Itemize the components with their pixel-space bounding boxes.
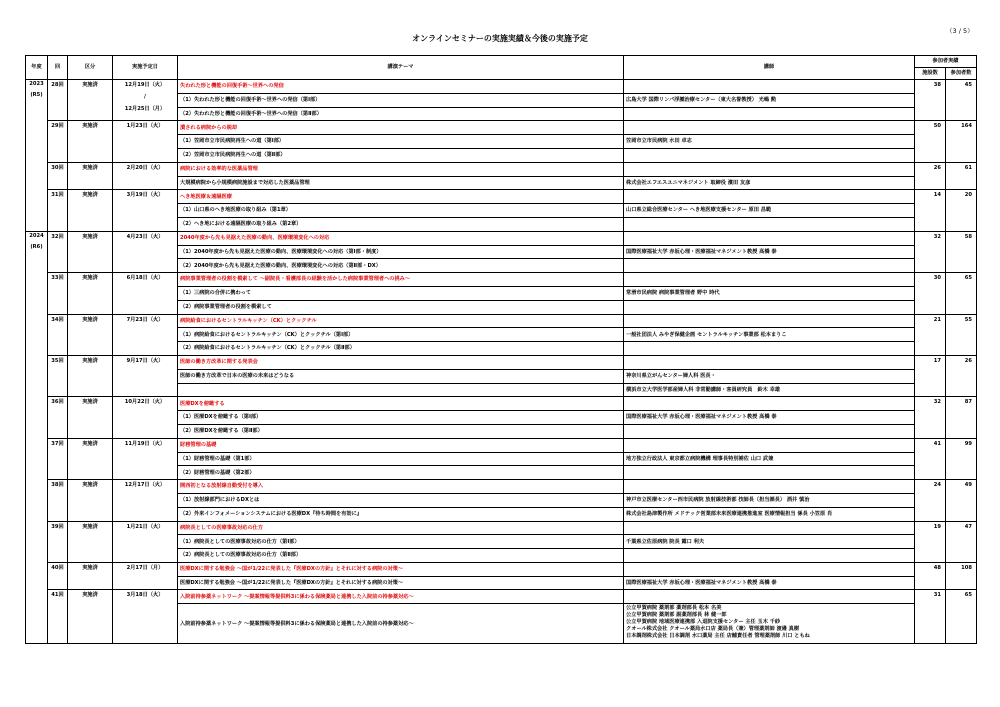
date-cell <box>113 521 178 562</box>
session-number: 34回 <box>48 314 68 355</box>
table-row <box>26 397 977 411</box>
participant-count: 20 <box>946 190 977 231</box>
date-value: 12月17日（火） <box>124 482 166 489</box>
session-number: 40回 <box>48 562 68 590</box>
table-row <box>26 273 977 287</box>
participant-count: 108 <box>946 562 977 590</box>
status-cell: 実施済 <box>68 590 113 644</box>
status-cell: 実施済 <box>68 162 113 190</box>
table-row <box>26 162 977 176</box>
lecturer-cell <box>624 355 915 369</box>
header-kubun: 区分 <box>68 56 113 80</box>
main-theme: 医師の働き方改革に関する発表会 <box>178 355 624 369</box>
participant-count: 58 <box>946 231 977 272</box>
participant-count: 61 <box>946 162 977 190</box>
sub-theme: （1）放射線部門におけるDXとは <box>178 493 624 507</box>
date-value: 7月23日（火） <box>126 316 164 323</box>
table-row <box>26 231 977 245</box>
lecturer-cell: 国際医療福祉大学 赤坂心理・医療福祉マネジメント教授 高橋 泰 <box>624 576 915 590</box>
facility-count: 50 <box>915 121 946 162</box>
facility-count: 14 <box>915 190 946 231</box>
main-theme: 病院長としての医療事故対応の仕方 <box>178 521 624 535</box>
table-row <box>26 521 977 535</box>
era-value: (R6) <box>30 243 43 250</box>
status-cell: 実施済 <box>68 355 113 396</box>
date-cell <box>113 190 178 231</box>
session-number: 39回 <box>48 521 68 562</box>
lecturer-cell <box>624 342 915 356</box>
header-date: 実施予定日 <box>113 56 178 80</box>
table-row <box>26 80 977 94</box>
lecturer-cell <box>624 80 915 94</box>
lecturer-cell <box>624 480 915 494</box>
facility-count: 32 <box>915 231 946 272</box>
sub-theme: （1）病院長としての医療事故対応の仕方（第Ⅰ部） <box>178 535 624 549</box>
main-theme: 開西初となる放射線自動受付を導入 <box>178 480 624 494</box>
facility-count: 48 <box>915 562 946 590</box>
participant-count: 65 <box>946 273 977 314</box>
table-row <box>26 314 977 328</box>
header-theme: 講演テーマ <box>178 56 624 80</box>
session-number: 37回 <box>48 438 68 479</box>
date-cell <box>113 590 178 644</box>
lecturer-cell <box>624 121 915 135</box>
session-number: 38回 <box>48 480 68 521</box>
facility-count: 21 <box>915 314 946 355</box>
status-cell: 実施済 <box>68 480 113 521</box>
page-title: オンラインセミナーの実施実績＆今後の実施予定 <box>412 34 588 43</box>
date-value: 3月19日（火） <box>126 192 164 199</box>
lecturer-cell <box>624 438 915 452</box>
facility-count: 19 <box>915 521 946 562</box>
sub-theme: （1）2040年度から先も見据えた医療の動向、医療環境変化への対応（第Ⅰ部・制度） <box>178 245 624 259</box>
date-cell <box>113 121 178 162</box>
participant-count: 26 <box>946 355 977 396</box>
sub-theme: （1）山口県のへき地医療の取り組み（第1章） <box>178 204 624 218</box>
main-theme: 潰される病院からの脱却 <box>178 121 624 135</box>
date-cell <box>113 80 178 121</box>
lecturer-cell <box>624 466 915 480</box>
participant-count: 87 <box>946 397 977 438</box>
lecturer-cell <box>624 162 915 176</box>
sub-theme: （1）病院給食におけるセントラルキッチン（CK）とクックチル（第Ⅰ部） <box>178 328 624 342</box>
page-number: （3 / 5） <box>946 27 974 35</box>
session-number: 36回 <box>48 397 68 438</box>
date-cell <box>113 314 178 355</box>
date-cell <box>113 273 178 314</box>
lecturer-cell: 神奈川県立がんセンター婦人科 医長・ <box>624 369 915 383</box>
main-theme: 失われた形と機能の回復手術～世界への発信 <box>178 80 624 94</box>
sub-theme: （1）医療DXを俯瞰する（第Ⅰ部） <box>178 411 624 425</box>
lecturer-cell: 国際医療福祉大学 赤坂心理・医療福祉マネジメント教授 高橋 泰 <box>624 411 915 425</box>
date-value: 6月18日（火） <box>126 275 164 282</box>
status-cell: 実施済 <box>68 397 113 438</box>
date-value: 9月17日（火） <box>126 357 164 364</box>
main-theme: 2040年度から先も見据えた医療の動向、医療環境変化への対応 <box>178 231 624 245</box>
date-value: 12月19日（火） <box>124 82 166 88</box>
session-number: 35回 <box>48 355 68 396</box>
lecturer-cell <box>624 521 915 535</box>
status-cell: 実施済 <box>68 121 113 162</box>
date-value: 4月23日（火） <box>126 233 164 240</box>
status-cell: 実施済 <box>68 231 113 272</box>
main-theme: 医療DXに関する勉強会 ～国が1/22に発表した『医療DXの方針』とそれに対する病院の対策～ <box>178 562 624 576</box>
session-number: 29回 <box>48 121 68 162</box>
header-facilities: 施設数 <box>915 68 946 80</box>
facility-count: 32 <box>915 397 946 438</box>
year-cell <box>26 231 48 644</box>
sub-theme: （2）医療DXを俯瞰する（第Ⅱ部） <box>178 424 624 438</box>
lecturer-line: クオール株式会社 クオール薬局水口店 薬局長（兼）管理薬剤師 渡邉 真樹 <box>626 626 800 633</box>
facility-count: 17 <box>915 355 946 396</box>
lecturer-cell <box>624 107 915 121</box>
status-cell: 実施済 <box>68 562 113 590</box>
date-cell <box>113 355 178 396</box>
participant-count: 65 <box>946 590 977 644</box>
sub-theme: （1）笠岡市立市民病院再生への道（第Ⅰ部） <box>178 135 624 149</box>
sub-theme: （1）三病院の合併に携わって <box>178 286 624 300</box>
facility-count: 31 <box>915 590 946 644</box>
lecturer-line: 公立甲賀病院 地域医療連携部 入退院支援センター 主任 玉木 千紗 <box>626 619 781 626</box>
table-row <box>26 438 977 452</box>
lecturer-cell <box>624 273 915 287</box>
date-value: 2月17日（月） <box>126 564 164 571</box>
lecturer-cell: 神戸市立医療センター西市民病院 放射線技術部 技師長（担当課長） 酒井 慎治 <box>624 493 915 507</box>
participant-count: 49 <box>946 480 977 521</box>
sub-theme: （2）へき地における遠隔医療の取り組み（第2章） <box>178 217 624 231</box>
date-cell <box>113 438 178 479</box>
sub-theme: 医師の働き方改革で日本の医療の未来はどうなる <box>178 369 624 383</box>
sub-theme: 医療DXに関する勉強会 ～国が1/22に発表した『医療DXの方針』とそれに対する病院の対策～ <box>178 576 624 590</box>
header-no: 回 <box>48 56 68 80</box>
date-cell <box>113 397 178 438</box>
date-value: 1月23日（火） <box>126 123 164 130</box>
main-theme: 財務管理の基礎 <box>178 438 624 452</box>
table-row <box>26 590 977 604</box>
participant-count: 45 <box>946 80 977 121</box>
session-number: 32回 <box>48 231 68 272</box>
date-value: 10月22日（火） <box>124 399 166 406</box>
sub-theme: 入院前持参薬ネットワーク ～提案情報等提供料3に係わる保険薬局と連携した入院前の持参薬対応～ <box>178 604 624 644</box>
date-value: 11月19日（火） <box>124 440 166 447</box>
table-row <box>26 190 977 204</box>
date-value: 3月18日（火） <box>126 592 164 599</box>
lecturer-cell <box>624 604 915 644</box>
session-number: 31回 <box>48 190 68 231</box>
date-cell <box>113 480 178 521</box>
date-value: 2月20日（火） <box>126 164 164 171</box>
date-separator: / <box>144 94 146 101</box>
sub-theme: （2）財務管理の基礎（第2部） <box>178 466 624 480</box>
table-row <box>26 562 977 576</box>
lecturer-cell: 株式会社エフエスユニマネジメント 取締役 濱田 友彦 <box>624 176 915 190</box>
sub-theme: （2）病院長としての医療事故対応の仕方（第Ⅱ部） <box>178 549 624 563</box>
lecturer-cell <box>624 148 915 162</box>
lecturer-cell <box>624 190 915 204</box>
date-cell <box>113 562 178 590</box>
lecturer-cell <box>624 300 915 314</box>
sub-theme: （2）2040年度から先も見据えた医療の動向、医療環境変化への対応（第Ⅱ部・DX） <box>178 259 624 273</box>
status-cell: 実施済 <box>68 273 113 314</box>
session-number: 30回 <box>48 162 68 190</box>
year-value: 2024 <box>29 232 44 239</box>
session-number: 33回 <box>48 273 68 314</box>
sub-theme: （2）病院事業管理者の役割を模索して <box>178 300 624 314</box>
lecturer-cell: 株式会社島津製作所 メドテック営業部未来医療連携推進室 医療情報担当 係長 小笠原 肖 <box>624 507 915 521</box>
participant-count: 164 <box>946 121 977 162</box>
header-year: 年度 <box>26 56 48 80</box>
facility-count: 41 <box>915 438 946 479</box>
status-cell: 実施済 <box>68 314 113 355</box>
lecturer-line: 日本調剤株式会社 日本調剤 水口薬局 主任 店舗責任者 管理薬剤師 川口 ともね <box>626 633 810 640</box>
session-number: 41回 <box>48 590 68 644</box>
date-value-alt: 12月25日（月） <box>124 106 166 113</box>
sub-theme: （2）失われた形と機能の回復手術～世界への発信（第Ⅱ部） <box>178 107 624 121</box>
header-participants: 参加者数 <box>946 68 977 80</box>
date-value: 1月21日（火） <box>126 523 164 530</box>
table-row <box>26 480 977 494</box>
lecturer-cell: 地方独立行政法人 東京都立病院機構 理事長特別補佐 山口 武兼 <box>624 452 915 466</box>
date-cell <box>113 162 178 190</box>
lecturer-cell: 横浜市立大学医学部産婦人科 非常勤講師・客員研究員 鈴木 幸雄 <box>624 383 915 397</box>
sub-theme <box>178 383 624 397</box>
lecturer-cell <box>624 231 915 245</box>
main-theme: 医療DXを俯瞰する <box>178 397 624 411</box>
participant-count: 55 <box>946 314 977 355</box>
year-value: 2023 <box>29 81 44 87</box>
lecturer-cell <box>624 549 915 563</box>
lecturer-cell: 笠岡市立市民病院 水田 卓志 <box>624 135 915 149</box>
sub-theme: （1）失われた形と機能の回復手術～世界への発信（第Ⅰ部） <box>178 93 624 107</box>
session-number: 28回 <box>48 80 68 121</box>
lecturer-line: 公立甲賀病院 薬剤部 薬剤部長 松本 名美 <box>626 605 722 612</box>
date-cell <box>113 231 178 272</box>
sub-theme: （1）財務管理の基礎（第1部） <box>178 452 624 466</box>
main-theme: へき地医療＆遠隔医療 <box>178 190 624 204</box>
lecturer-cell: 山口県立総合医療センター へき地医療支援センター 原田 昌範 <box>624 204 915 218</box>
lecturer-cell <box>624 424 915 438</box>
lecturer-cell <box>624 590 915 604</box>
table-row <box>26 355 977 369</box>
participant-count: 47 <box>946 521 977 562</box>
lecturer-cell <box>624 259 915 273</box>
sub-theme: （2）病院給食におけるセントラルキッチン（CK）とクックチル（第Ⅱ部） <box>178 342 624 356</box>
header-attendance: 参加者実績 <box>915 56 977 68</box>
facility-count: 38 <box>915 80 946 121</box>
lecturer-cell: 常滑市民病院 病院事業管理者 野中 時代 <box>624 286 915 300</box>
sub-theme: （2）外来インフォメーションシステムにおける医療DX『待ち時間を有効に』 <box>178 507 624 521</box>
table-row <box>26 121 977 135</box>
lecturer-cell: 広島大学 国際リンパ浮腫治療センター（東大名誉教授） 光嶋 勲 <box>624 93 915 107</box>
lecturer-cell: 一般社団法人 みやぎ保健企画 セントラルキッチン事業部 松本まりこ <box>624 328 915 342</box>
seminar-rows <box>26 80 977 644</box>
facility-count: 30 <box>915 273 946 314</box>
main-theme: 病院における効率的な医薬品管理 <box>178 162 624 176</box>
lecturer-cell <box>624 397 915 411</box>
sub-theme: 大規模病院から小規模病院施設まで対応した医薬品管理 <box>178 176 624 190</box>
main-theme: 入院前持参薬ネットワーク ～提案情報等提供料3に係わる保険薬局と連携した入院前の持参薬対応～ <box>178 590 624 604</box>
lecturer-line: 公立甲賀病院 薬剤部 副薬剤部長 林 健一郎 <box>626 612 727 619</box>
status-cell: 実施済 <box>68 80 113 121</box>
facility-count: 26 <box>915 162 946 190</box>
participant-count: 99 <box>946 438 977 479</box>
status-cell: 実施済 <box>68 521 113 562</box>
lecturer-cell <box>624 314 915 328</box>
lecturer-cell: 国際医療福祉大学 赤坂心理・医療福祉マネジメント教授 高橋 泰 <box>624 245 915 259</box>
header-lecturer: 講師 <box>624 56 915 80</box>
era-value: (R5) <box>30 92 43 99</box>
lecturer-cell <box>624 562 915 576</box>
lecturer-cell: 千葉県立佐原病院 院長 露口 利夫 <box>624 535 915 549</box>
status-cell: 実施済 <box>68 190 113 231</box>
facility-count: 24 <box>915 480 946 521</box>
main-theme: 病院給食におけるセントラルキッチン（CK）とクックチル <box>178 314 624 328</box>
main-theme: 病院事業管理者の役割を模索して ～副院長・看護部長の経験を活かした病院事業管理者への挑み～ <box>178 273 624 287</box>
status-cell: 実施済 <box>68 438 113 479</box>
sub-theme: （2）笠岡市立市民病院再生への道（第Ⅱ部） <box>178 148 624 162</box>
lecturer-cell <box>624 217 915 231</box>
year-cell <box>26 80 48 232</box>
seminar-table <box>25 55 977 644</box>
